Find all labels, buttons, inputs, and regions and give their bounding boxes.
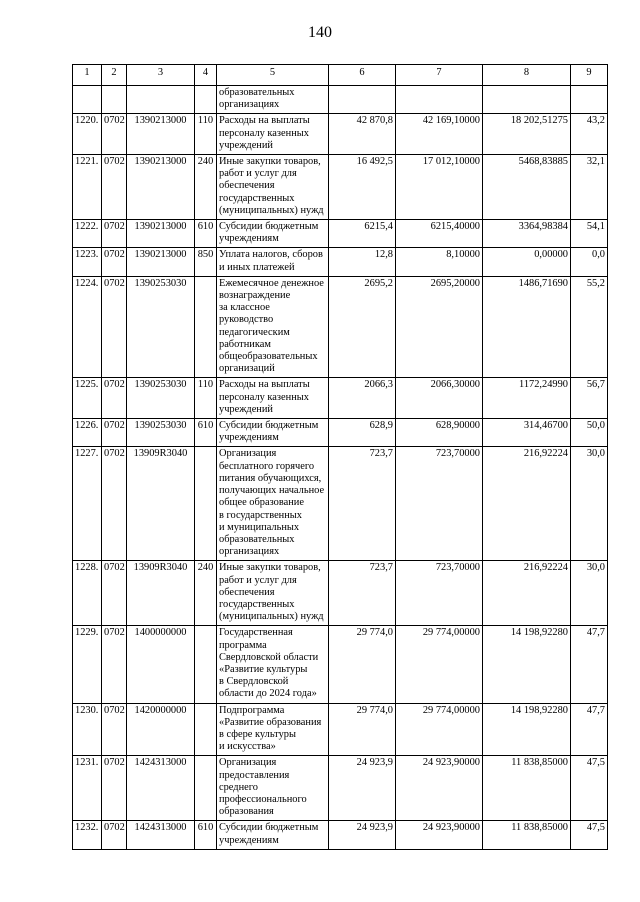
target-code: 13909R3040 [127,447,195,561]
table-row [73,703,608,756]
row-number: 1220. [73,114,102,155]
executed-amount: 11 838,85000 [483,821,571,849]
planned-amount: 24 923,9 [329,821,396,849]
executed-amount: 216,92224 [483,447,571,561]
expense-type: 610 [195,419,217,447]
planned-amount: 29 774,0 [329,626,396,703]
execution-percent: 47,5 [571,756,608,821]
row-number: 1222. [73,220,102,248]
header-row [73,65,608,86]
execution-percent: 54,1 [571,220,608,248]
item-name: образовательных организациях [217,86,329,114]
target-code: 1400000000 [127,626,195,703]
item-name: Организация предоставления среднего профессионального образования [217,756,329,821]
expense-type: 240 [195,561,217,626]
executed-amount: 314,46700 [483,419,571,447]
target-code: 1390253030 [127,276,195,378]
expense-type [195,626,217,703]
executed-amount: 14 198,92280 [483,626,571,703]
approved-amount: 8,10000 [396,248,483,276]
header-col-9: 9 [571,65,608,86]
header-col-8: 8 [483,65,571,86]
execution-percent: 47,7 [571,626,608,703]
executed-amount: 11 838,85000 [483,756,571,821]
planned-amount: 42 870,8 [329,114,396,155]
executed-amount: 14 198,92280 [483,703,571,756]
item-name: Организация бесплатного горячего питания обучающихся, получающих начальное общее образование в государственных и муниципальных образовательных организациях [217,447,329,561]
target-code: 1424313000 [127,821,195,849]
target-code: 1390253030 [127,378,195,419]
row-number: 1231. [73,756,102,821]
planned-amount: 24 923,9 [329,756,396,821]
table-row [73,626,608,703]
execution-percent: 30,0 [571,447,608,561]
planned-amount: 6215,4 [329,220,396,248]
table-row [73,821,608,849]
expense-type [195,86,217,114]
table-body [73,86,608,850]
planned-amount: 2066,3 [329,378,396,419]
approved-amount: 2066,30000 [396,378,483,419]
row-number: 1228. [73,561,102,626]
execution-percent: 55,2 [571,276,608,378]
execution-percent: 30,0 [571,561,608,626]
budget-table [72,64,608,850]
approved-amount: 723,70000 [396,447,483,561]
table-row [73,220,608,248]
page-number: 140 [308,24,332,41]
expense-type: 240 [195,155,217,220]
target-code: 1390213000 [127,220,195,248]
header-col-3: 3 [127,65,195,86]
execution-percent: 50,0 [571,419,608,447]
item-name: Расходы на выплаты персоналу казенных учреждений [217,114,329,155]
row-number: 1230. [73,703,102,756]
expense-type [195,276,217,378]
target-code [127,86,195,114]
section-code: 0702 [102,378,127,419]
section-code: 0702 [102,276,127,378]
section-code: 0702 [102,821,127,849]
table-row [73,248,608,276]
row-number: 1225. [73,378,102,419]
planned-amount [329,86,396,114]
execution-percent: 56,7 [571,378,608,419]
section-code: 0702 [102,626,127,703]
header-col-4: 4 [195,65,217,86]
approved-amount: 42 169,10000 [396,114,483,155]
target-code: 13909R3040 [127,561,195,626]
table-row [73,276,608,378]
execution-percent: 43,2 [571,114,608,155]
table-row [73,419,608,447]
expense-type [195,703,217,756]
expense-type: 610 [195,220,217,248]
section-code: 0702 [102,114,127,155]
execution-percent: 32,1 [571,155,608,220]
executed-amount: 0,00000 [483,248,571,276]
section-code: 0702 [102,447,127,561]
executed-amount: 1486,71690 [483,276,571,378]
approved-amount: 24 923,90000 [396,756,483,821]
target-code: 1420000000 [127,703,195,756]
target-code: 1390213000 [127,155,195,220]
expense-type: 110 [195,114,217,155]
approved-amount [396,86,483,114]
table-row [73,155,608,220]
target-code: 1390213000 [127,114,195,155]
execution-percent: 47,5 [571,821,608,849]
table-row [73,378,608,419]
item-name: Ежемесячное денежное вознаграждение за классное руководство педагогическим работникам общеобразовательных организаций [217,276,329,378]
planned-amount: 2695,2 [329,276,396,378]
approved-amount: 2695,20000 [396,276,483,378]
executed-amount: 3364,98384 [483,220,571,248]
table-row [73,86,608,114]
item-name: Подпрограмма «Развитие образования в сфере культуры и искусства» [217,703,329,756]
expense-type: 610 [195,821,217,849]
executed-amount: 1172,24990 [483,378,571,419]
row-number: 1221. [73,155,102,220]
section-code: 0702 [102,703,127,756]
planned-amount: 16 492,5 [329,155,396,220]
approved-amount: 6215,40000 [396,220,483,248]
row-number: 1224. [73,276,102,378]
target-code: 1424313000 [127,756,195,821]
executed-amount [483,86,571,114]
approved-amount: 24 923,90000 [396,821,483,849]
table-row [73,114,608,155]
expense-type: 110 [195,378,217,419]
item-name: Субсидии бюджетным учреждениям [217,821,329,849]
planned-amount: 12,8 [329,248,396,276]
section-code: 0702 [102,756,127,821]
planned-amount: 628,9 [329,419,396,447]
approved-amount: 723,70000 [396,561,483,626]
row-number: 1226. [73,419,102,447]
execution-percent: 47,7 [571,703,608,756]
approved-amount: 29 774,00000 [396,626,483,703]
table-row [73,756,608,821]
approved-amount: 628,90000 [396,419,483,447]
target-code: 1390253030 [127,419,195,447]
executed-amount: 216,92224 [483,561,571,626]
section-code [102,86,127,114]
row-number: 1229. [73,626,102,703]
item-name: Иные закупки товаров, работ и услуг для обеспечения государственных (муниципальных) нужд [217,561,329,626]
item-name: Субсидии бюджетным учреждениям [217,419,329,447]
item-name: Государственная программа Свердловской области «Развитие культуры в Свердловской области до 2024 года» [217,626,329,703]
table-header [73,65,608,86]
section-code: 0702 [102,155,127,220]
header-col-7: 7 [396,65,483,86]
table-row [73,447,608,561]
section-code: 0702 [102,220,127,248]
expense-type [195,447,217,561]
executed-amount: 18 202,51275 [483,114,571,155]
row-number: 1223. [73,248,102,276]
target-code: 1390213000 [127,248,195,276]
table-row [73,561,608,626]
header-col-2: 2 [102,65,127,86]
planned-amount: 29 774,0 [329,703,396,756]
row-number [73,86,102,114]
expense-type [195,756,217,821]
item-name: Расходы на выплаты персоналу казенных учреждений [217,378,329,419]
section-code: 0702 [102,419,127,447]
expense-type: 850 [195,248,217,276]
approved-amount: 17 012,10000 [396,155,483,220]
header-col-5: 5 [217,65,329,86]
approved-amount: 29 774,00000 [396,703,483,756]
row-number: 1227. [73,447,102,561]
section-code: 0702 [102,561,127,626]
executed-amount: 5468,83885 [483,155,571,220]
planned-amount: 723,7 [329,561,396,626]
item-name: Уплата налогов, сборов и иных платежей [217,248,329,276]
item-name: Иные закупки товаров, работ и услуг для обеспечения государственных (муниципальных) нужд [217,155,329,220]
planned-amount: 723,7 [329,447,396,561]
header-col-1: 1 [73,65,102,86]
header-col-6: 6 [329,65,396,86]
section-code: 0702 [102,248,127,276]
row-number: 1232. [73,821,102,849]
execution-percent [571,86,608,114]
item-name: Субсидии бюджетным учреждениям [217,220,329,248]
execution-percent: 0,0 [571,248,608,276]
